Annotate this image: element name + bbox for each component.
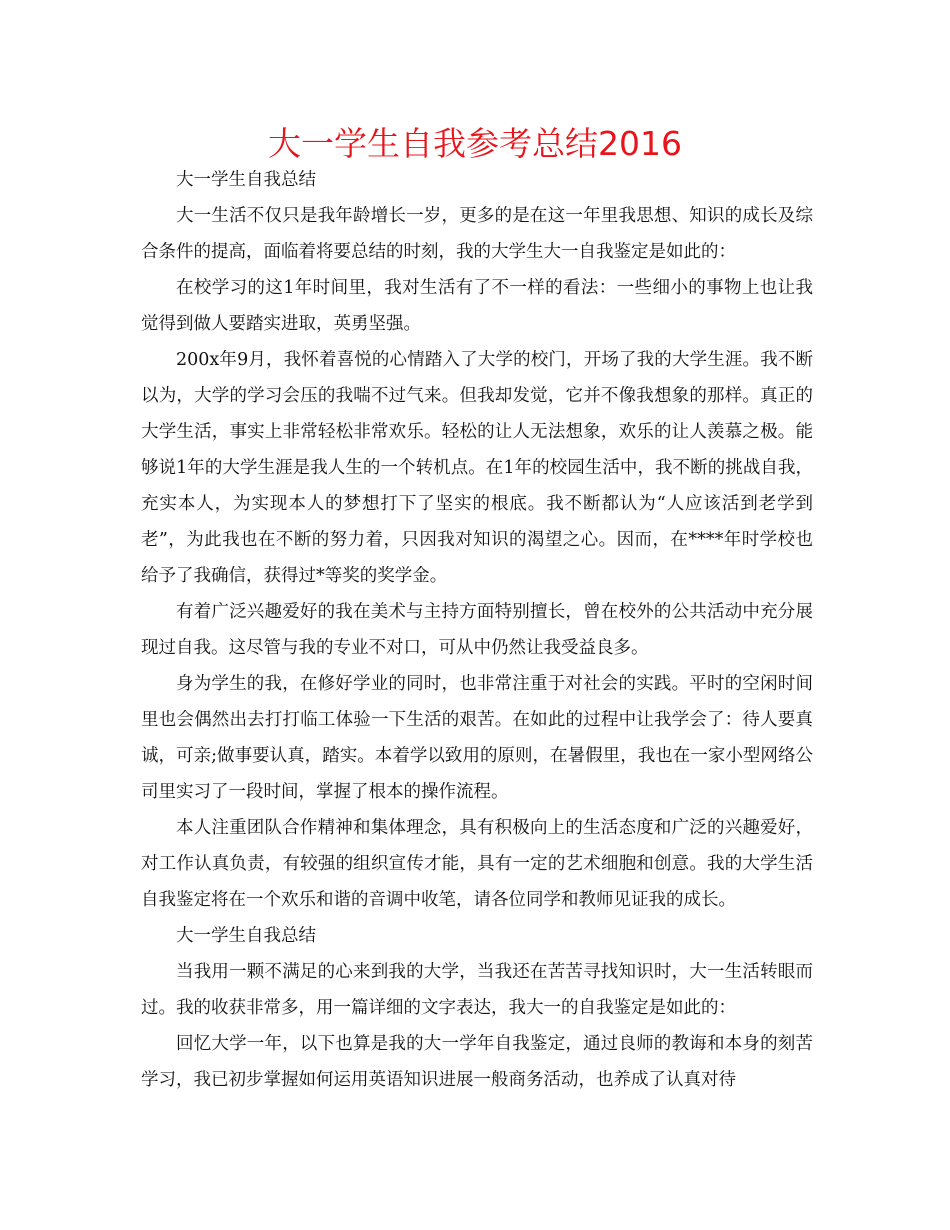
section-heading: 大一学生自我总结 <box>176 926 316 946</box>
section-heading: 大一学生自我总结 <box>176 170 316 190</box>
paragraph: 200x年9月，我怀着喜悦的心情踏入了大学的校门，开场了我的大学生涯。我不断以为，大学的学习会压的我喘不过气来。但我却发觉，它并不像我想象的那样。真正的大学生活，事实上非常轻松非常欢乐。轻松的让人无法想象，欢乐的让人羡慕之极。能够说1年的大学生涯是我人生的一个转机点。在1年的校园生活中，我不断的挑战自我，充实本人，为实现本人的梦想打下了坚实的根底。我不断都认为“人应该活到老学到老”，为此我也在不断的努力着，只因我对知识的渴望之心。因而，在****年时学校也给予了我确信，获得过*等奖的奖学金。 <box>141 350 813 586</box>
document-body <box>141 162 813 1098</box>
document-title: 大一学生自我参考总结2016 <box>268 124 682 163</box>
paragraph: 大一生活不仅只是我年龄增长一岁，更多的是在这一年里我思想、知识的成长及综合条件的提高，面临着将要总结的时刻，我的大学生大一自我鉴定是如此的： <box>141 206 813 262</box>
paragraph: 回忆大学一年，以下也算是我的大一学年自我鉴定，通过良师的教诲和本身的刻苦学习，我已初步掌握如何运用英语知识进展一般商务活动，也养成了认真对待 <box>141 1034 813 1090</box>
paragraph: 当我用一颗不满足的心来到我的大学，当我还在苦苦寻找知识时，大一生活转眼而过。我的收获非常多，用一篇详细的文字表达，我大一的自我鉴定是如此的： <box>141 962 813 1018</box>
paragraph: 身为学生的我，在修好学业的同时，也非常注重于对社会的实践。平时的空闲时间里也会偶然出去打打临工体验一下生活的艰苦。在如此的过程中让我学会了：待人要真诚，可亲;做事要认真，踏实。本着学以致用的原则，在暑假里，我也在一家小型网络公司里实习了一段时间，掌握了根本的操作流程。 <box>141 674 813 802</box>
paragraph: 有着广泛兴趣爱好的我在美术与主持方面特别擅长，曾在校外的公共活动中充分展现过自我。这尽管与我的专业不对口，可从中仍然让我受益良多。 <box>141 602 813 658</box>
paragraph: 在校学习的这1年时间里，我对生活有了不一样的看法：一些细小的事物上也让我觉得到做人要踏实进取，英勇坚强。 <box>141 278 813 334</box>
paragraph: 本人注重团队合作精神和集体理念，具有积极向上的生活态度和广泛的兴趣爱好，对工作认真负责，有较强的组织宣传才能，具有一定的艺术细胞和创意。我的大学生活自我鉴定将在一个欢乐和谐的音调中收笔，请各位同学和教师见证我的成长。 <box>141 818 813 910</box>
